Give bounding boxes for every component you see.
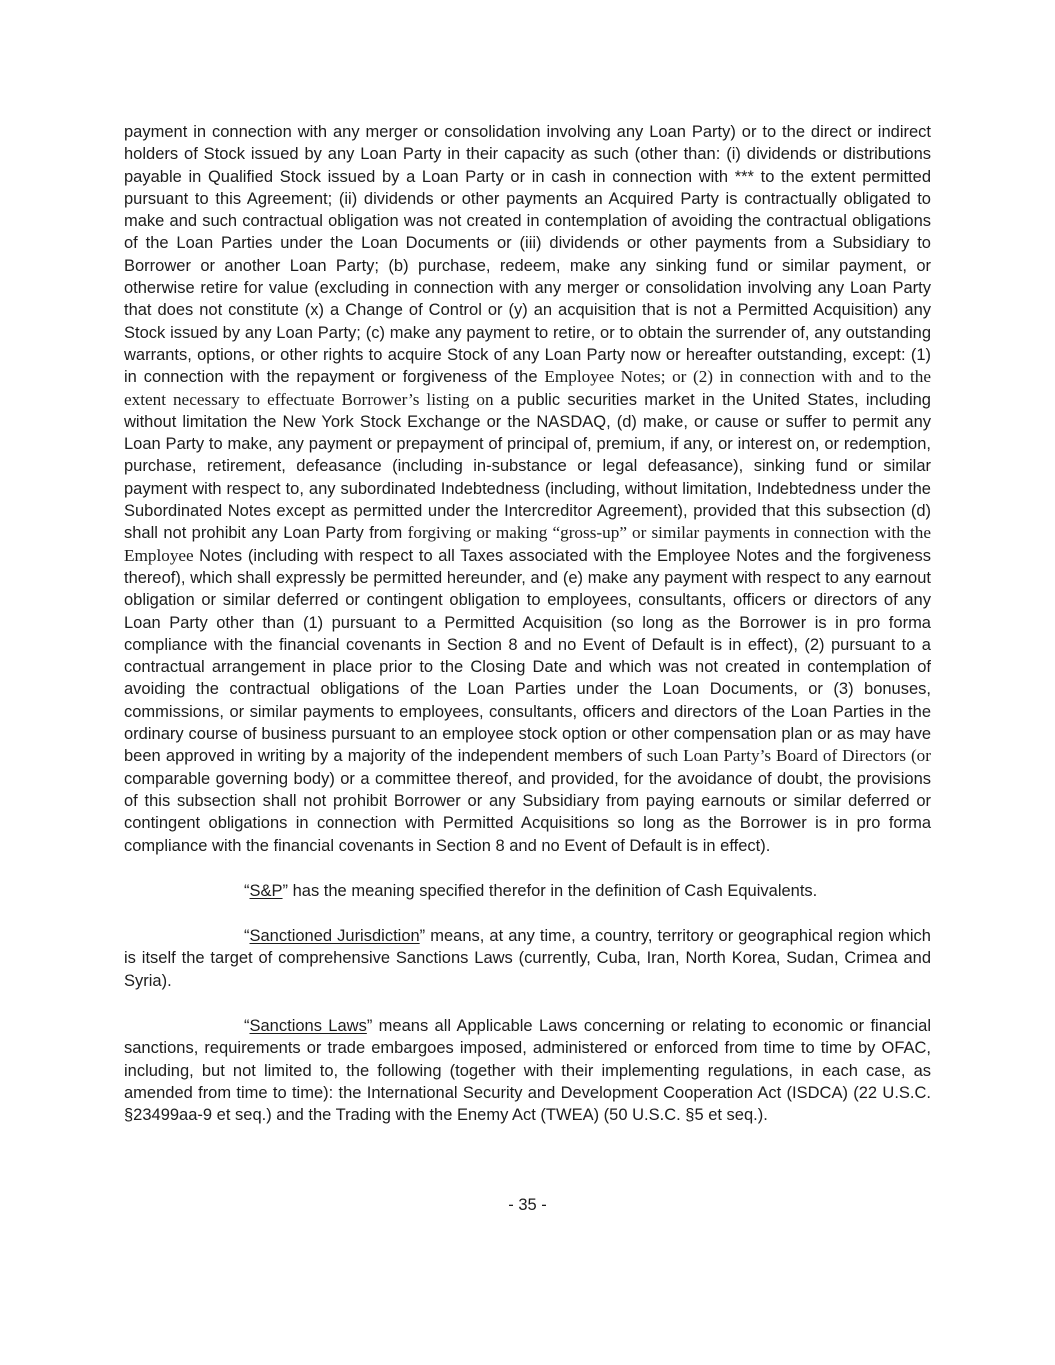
defined-term-sp: S&P bbox=[249, 881, 283, 900]
definition-sanctioned-jurisdiction bbox=[124, 925, 931, 992]
paragraph-run-serif: Employee Notes; or (2) in connection with and to the extent necessary to effectuate Borrower’s listing on bbox=[124, 367, 931, 409]
definition-sp bbox=[124, 880, 931, 902]
open-quote: “ bbox=[244, 881, 250, 900]
legal-paragraph bbox=[124, 121, 931, 857]
paragraph-run: a public securities market in the United States, including without limitation the New York Stock Exchange or the NASDAQ, (d) make, or cause or suffer to permit any Loan Party to make, any payment or prepayment of principal of, premium, if any, or interest on, or redemption, purchase, retirement, defeasance (including in-substance or legal defeasance), sinking fund or similar payment with respect to, any subordinated Indebtedness (including, without limitation, Indebtedness under the Subordinated Notes except as permitted under the Intercreditor Agreement), provided that this subsection (d) shall not prohibit any Loan Party from bbox=[124, 390, 931, 543]
definition-body: ” means all Applicable Laws concerning or relating to economic or financial sanctions, requirements or trade embargoes imposed, administered or enforced from time to time by OFAC, including, but not limited to, the following (together with their implementing regulations, in each case, as amended from time to time): the International Security and Development Cooperation Act (ISDCA) (22 U.S.C. §23499aa-9 et seq.) and the Trading with the Enemy Act (TWEA) (50 U.S.C. §5 et seq.). bbox=[124, 1016, 931, 1125]
definition-body: ” has the meaning specified therefor in the definition of Cash Equivalents. bbox=[282, 881, 818, 900]
defined-term-sanctions-laws: Sanctions Laws bbox=[249, 1016, 367, 1035]
definition-body: ” means, at any time, a country, territory or geographical region which is itself the target of comprehensive Sanctions Laws (currently, Cuba, Iran, North Korea, Sudan, Crimea and Syria). bbox=[124, 927, 931, 990]
document-body bbox=[124, 121, 931, 1126]
paragraph-run: comparable governing body) or a committee thereof, and provided, for the avoidance of doubt, the provisions of this subsection shall not prohibit Borrower or any Subsidiary from paying earnouts or similar deferred or contingent obligations in connection with Permitted Acquisitions so long as the Borrower is in pro forma compliance with the financial covenants in Section 8 and no Event of Default is in effect). bbox=[124, 769, 931, 855]
paragraph-run-serif: such Loan Party’s Board of Directors (or bbox=[646, 746, 931, 766]
definition-sanctions-laws bbox=[124, 1015, 931, 1126]
paragraph-run: payment in connection with any merger or consolidation involving any Loan Party) or to the direct or indirect holders of Stock issued by any Loan Party in their capacity as such (other than: (i) dividends or distributions payable in Qualified Stock issued by a Loan Party or in cash in connection with *** to the extent permitted pursuant to this Agreement; (ii) dividends or other payments an Acquired Party is contractually obligated to make and such contractual obligation was not created in contemplation of avoiding the contractual obligations of the Loan Parties under the Loan Documents or (iii) dividends or other payments from a Subsidiary to Borrower or another Loan Party; (b) purchase, redeem, make any sinking fund or similar payment, or otherwise retire for value (excluding in connection with any merger or consolidation involving any Loan Party that does not constitute (x) a Change of Control or (y) an acquisition that is not a Permitted Acquisition) any Stock issued by any Loan Party; (c) make any payment to retire, or to obtain the surrender of, any outstanding warrants, options, or other rights to acquire Stock of any Loan Party now or hereafter outstanding, except: (1) in connection with the repayment or forgiveness of the bbox=[124, 123, 931, 387]
open-quote: “ bbox=[244, 927, 250, 946]
page-number: - 35 - bbox=[508, 1196, 547, 1214]
paragraph-run: Notes (including with respect to all Taxes associated with the Employee Notes and the forgiveness thereof), which shall expressly be permitted hereunder, and (e) make any payment with respect to any earnout obligation or similar deferred or contingent obligation to employees, consultants, officers or directors of any Loan Party other than (1) pursuant to a Permitted Acquisition (so long as the Borrower is in pro forma compliance with the financial covenants in Section 8 and no Event of Default is in effect), (2) pursuant to a contractual arrangement in place prior to the Closing Date and which was not created in contemplation of avoiding the contractual obligations of the Loan Parties under the Loan Documents, or (3) bonuses, commissions, or similar payments to employees, consultants, officers and directors of the Loan Parties in the ordinary course of business pursuant to an employee stock option or other compensation plan or as may have been approved in writing by a majority of the independent members of bbox=[124, 546, 931, 766]
open-quote: “ bbox=[244, 1016, 250, 1035]
defined-term-sanctioned-jurisdiction: Sanctioned Jurisdiction bbox=[249, 927, 420, 946]
paragraph-run-serif: forgiving or making “gross-up” or similar payments in connection with the Employee bbox=[124, 523, 931, 565]
